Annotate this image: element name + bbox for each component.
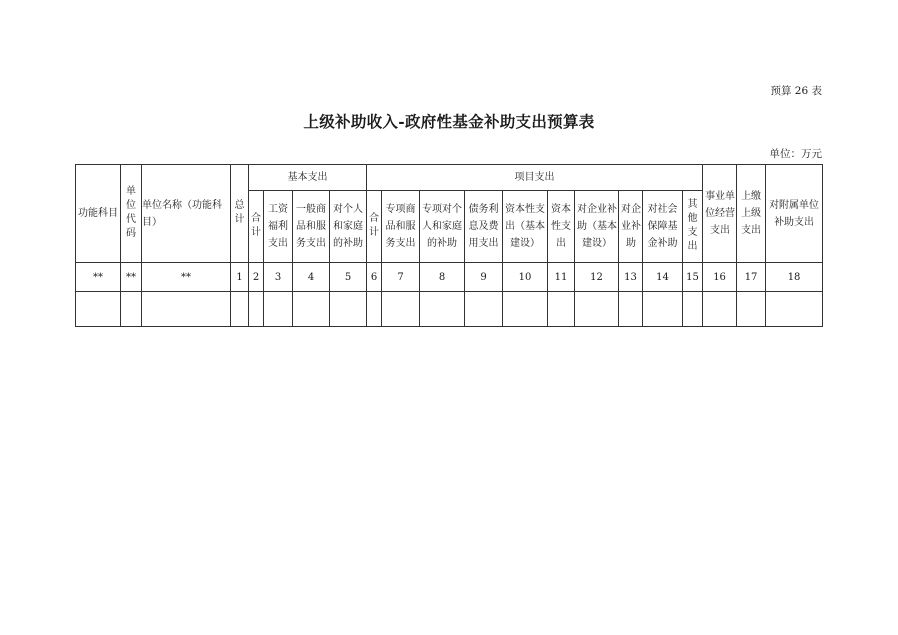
index-cell: 10 xyxy=(503,263,548,292)
data-cell xyxy=(231,292,249,327)
header-project-group: 项目支出 xyxy=(367,165,703,191)
header-special-personal: 专项对个人和家庭的补助 xyxy=(420,191,465,263)
header-affiliated: 对附属单位补助支出 xyxy=(766,165,823,263)
header-capital-basic: 资本性支出（基本建设） xyxy=(503,191,548,263)
header-capital: 资本性支出 xyxy=(548,191,575,263)
data-cell xyxy=(249,292,264,327)
header-unit-name: 单位名称（功能科目） xyxy=(142,165,231,263)
data-cell xyxy=(737,292,766,327)
data-cell xyxy=(683,292,703,327)
data-cell xyxy=(264,292,293,327)
header-personal-family: 对个人和家庭的补助 xyxy=(330,191,367,263)
header-func-subject: 功能科目 xyxy=(76,165,121,263)
data-cell xyxy=(382,292,420,327)
header-remit-upper: 上缴上级支出 xyxy=(737,165,766,263)
budget-table xyxy=(75,164,823,327)
header-social-security: 对社会保障基金补助 xyxy=(643,191,683,263)
unit-label: 单位：万元 xyxy=(769,148,822,160)
index-cell: 3 xyxy=(264,263,293,292)
header-enterprise-basic: 对企业补助（基本建设） xyxy=(575,191,619,263)
data-cell xyxy=(575,292,619,327)
data-cell xyxy=(548,292,575,327)
index-cell: 8 xyxy=(420,263,465,292)
data-cell xyxy=(367,292,382,327)
data-cell xyxy=(420,292,465,327)
data-cell xyxy=(766,292,823,327)
index-cell: 4 xyxy=(293,263,330,292)
empty-data-row xyxy=(76,292,823,327)
header-basic-group: 基本支出 xyxy=(249,165,367,191)
data-cell xyxy=(330,292,367,327)
header-other: 其他支出 xyxy=(683,191,703,263)
index-cell: 16 xyxy=(703,263,737,292)
index-cell: 9 xyxy=(465,263,503,292)
header-debt-interest: 债务利息及费用支出 xyxy=(465,191,503,263)
index-row xyxy=(76,263,823,292)
data-cell xyxy=(76,292,121,327)
index-cell: 1 xyxy=(231,263,249,292)
index-cell: 17 xyxy=(737,263,766,292)
index-cell: 2 xyxy=(249,263,264,292)
data-cell xyxy=(503,292,548,327)
index-cell: 18 xyxy=(766,263,823,292)
header-basic-subtotal: 合计 xyxy=(249,191,264,263)
index-cell: 7 xyxy=(382,263,420,292)
index-cell: 5 xyxy=(330,263,367,292)
header-business-ops: 事业单位经营支出 xyxy=(703,165,737,263)
header-total: 总计 xyxy=(231,165,249,263)
index-cell: 14 xyxy=(643,263,683,292)
header-project-subtotal: 合计 xyxy=(367,191,382,263)
index-cell: 12 xyxy=(575,263,619,292)
data-cell xyxy=(121,292,142,327)
index-cell: ** xyxy=(121,263,142,292)
header-goods-services: 一般商品和服务支出 xyxy=(293,191,330,263)
index-cell: ** xyxy=(142,263,231,292)
data-cell xyxy=(293,292,330,327)
data-cell xyxy=(142,292,231,327)
data-cell xyxy=(643,292,683,327)
header-enterprise: 对企业补助 xyxy=(619,191,643,263)
header-wages-welfare: 工资福利支出 xyxy=(264,191,293,263)
header-special-goods: 专项商品和服务支出 xyxy=(382,191,420,263)
index-cell: ** xyxy=(76,263,121,292)
index-cell: 6 xyxy=(367,263,382,292)
page-title: 上级补助收入-政府性基金补助支出预算表 xyxy=(303,112,595,131)
index-cell: 13 xyxy=(619,263,643,292)
header-unit-code: 单位代码 xyxy=(121,165,142,263)
index-cell: 15 xyxy=(683,263,703,292)
data-cell xyxy=(619,292,643,327)
data-cell xyxy=(465,292,503,327)
form-number: 预算 26 表 xyxy=(770,85,822,97)
data-cell xyxy=(703,292,737,327)
index-cell: 11 xyxy=(548,263,575,292)
